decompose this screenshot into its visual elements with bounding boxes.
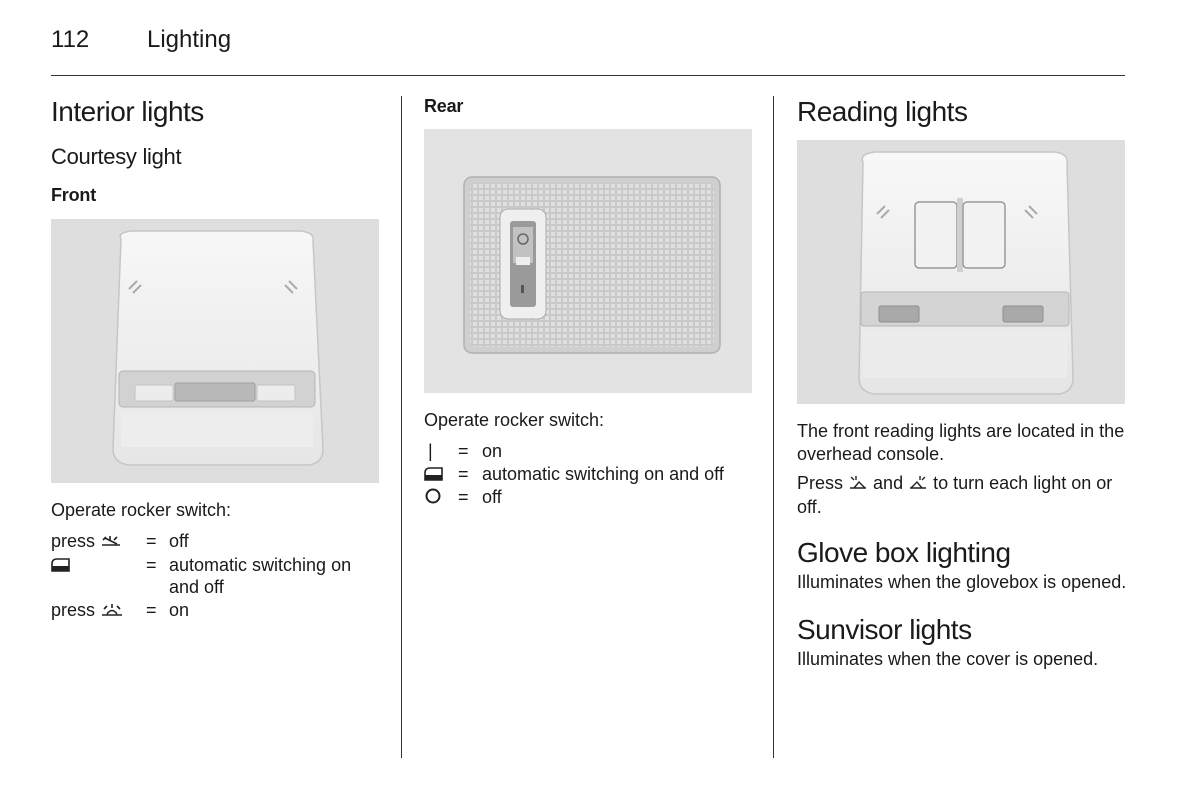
reading-lights-instruction [797, 472, 1127, 519]
list-item [51, 599, 381, 623]
desc-on: on [482, 441, 503, 461]
equals: = [458, 441, 469, 461]
column-reading-lights [797, 96, 1127, 671]
label-front: Front [51, 185, 96, 205]
reading-light-left-icon [848, 473, 868, 496]
term-press: press [51, 531, 96, 551]
lamp-off-icon [100, 531, 122, 554]
heading-reading-lights: Reading lights [797, 96, 968, 127]
list-item [424, 463, 754, 487]
list-item [424, 440, 754, 463]
rear-switch-list [424, 440, 754, 510]
list-item [424, 486, 754, 510]
desc-on: on [169, 599, 190, 620]
text-toggle: to turn each light on or off. [797, 473, 1113, 517]
term-bar: | [428, 441, 433, 461]
list-item [51, 554, 381, 599]
column-interior-lights [51, 96, 381, 622]
equals: = [146, 599, 157, 620]
page-number: 112 [51, 26, 90, 53]
column-divider-2 [773, 96, 774, 758]
label-rear: Rear [424, 96, 464, 116]
heading-sunvisor-lights: Sunvisor lights [797, 613, 972, 645]
column-rear [424, 96, 754, 510]
desc-off: off [169, 531, 189, 551]
reading-lights-location: The front reading lights are located in the overhead console. [797, 421, 1125, 464]
sunvisor-text: Illuminates when the cover is opened. [797, 648, 1099, 669]
equals: = [146, 554, 157, 575]
heading-courtesy-light: Courtesy light [51, 144, 182, 169]
circle-icon [424, 487, 442, 510]
term-press: press [51, 599, 96, 620]
front-courtesy-light-image [51, 219, 379, 483]
desc-automatic: automatic switching on and off [482, 463, 724, 484]
front-switch-list [51, 530, 381, 622]
heading-glove-box-lighting: Glove box lighting [797, 536, 1011, 568]
lamp-on-icon [100, 600, 124, 623]
reading-lights-image [797, 140, 1125, 404]
equals: = [146, 531, 157, 551]
column-divider-1 [401, 96, 402, 758]
rear-courtesy-light-image [424, 129, 752, 393]
equals: = [458, 463, 469, 484]
text-press: Press [797, 473, 844, 493]
desc-automatic: automatic switching on and off [169, 554, 352, 597]
door-icon [424, 464, 444, 487]
heading-interior-lights: Interior lights [51, 96, 204, 127]
list-item [51, 530, 381, 554]
instruction-rear: Operate rocker switch: [424, 410, 605, 430]
equals: = [458, 487, 469, 507]
reading-light-right-icon [908, 473, 928, 496]
desc-off: off [482, 487, 502, 507]
glove-box-text: Illuminates when the glovebox is opened. [797, 571, 1127, 592]
door-icon [51, 555, 71, 578]
text-and: and [873, 473, 904, 493]
instruction-front: Operate rocker switch: [51, 500, 232, 520]
header-rule [51, 75, 1125, 76]
section-title: Lighting [147, 26, 232, 53]
